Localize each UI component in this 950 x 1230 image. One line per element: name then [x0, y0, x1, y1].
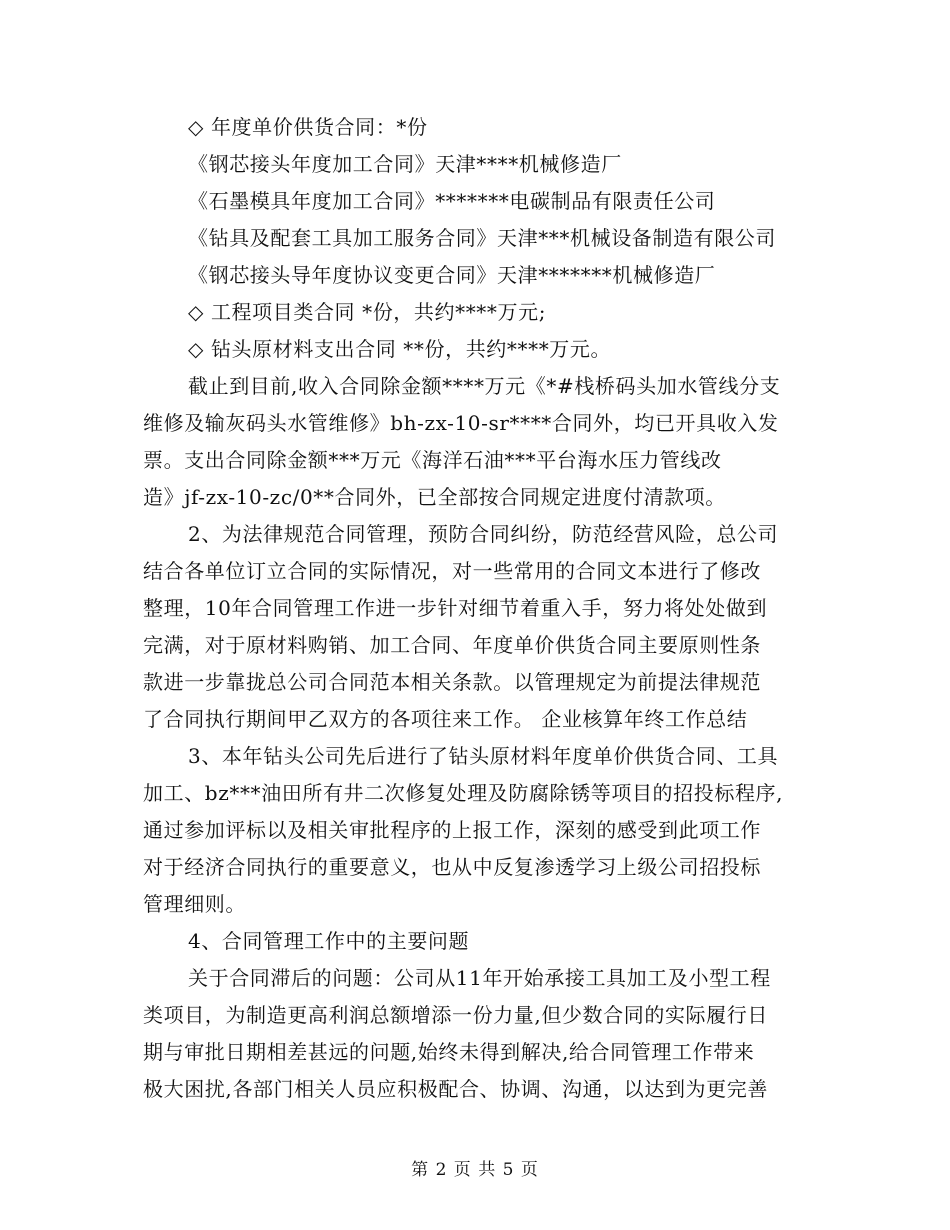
- text-line: ◇ 年度单价供货合同：*份: [188, 115, 428, 139]
- text-line: 类项目，为制造更高利润总额增添一份力量,但少数合同的实际履行日: [143, 1003, 768, 1027]
- text-line: 了合同执行期间甲乙双方的各项往来工作。 企业核算年终工作总结: [143, 707, 748, 731]
- text-line: 造》jf-zx-10-zc/0**合同外，已全部按合同规定进度付清款项。: [143, 485, 726, 509]
- text-line: 对于经济合同执行的重要意义，也从中反复渗透学习上级公司招投标: [143, 855, 761, 879]
- text-line: 极大困扰,各部门相关人员应积极配合、协调、沟通，以达到为更完善: [143, 1077, 768, 1101]
- text-line: ◇ 钻头原材料支出合同 **份，共约****万元。: [188, 337, 612, 361]
- page-number-footer: 第 2 页 共 5 页: [411, 1160, 539, 1180]
- text-line: 2、为法律规范合同管理，预防合同纠纷，防范经营风险，总公司: [188, 522, 779, 546]
- text-line: 管理细则。: [143, 892, 246, 916]
- text-line: 3、本年钻头公司先后进行了钻头原材料年度单价供货合同、工具: [188, 744, 779, 768]
- text-line: ◇ 工程项目类合同 *份，共约****万元;: [188, 300, 547, 324]
- text-line: 维修及输灰码头水管维修》bh-zx-10-sr****合同外，均已开具收入发: [143, 411, 779, 435]
- text-line: 《钢芯接头导年度协议变更合同》天津*******机械修造厂: [188, 263, 716, 287]
- text-line: 款进一步靠拢总公司合同范本相关条款。以管理规定为前提法律规范: [143, 670, 761, 694]
- text-line: 《石墨模具年度加工合同》*******电碳制品有限责任公司: [188, 189, 716, 213]
- text-line: 加工、bz***油田所有井二次修复处理及防腐除锈等项目的招投标程序,: [143, 781, 784, 805]
- text-line: 期与审批日期相差甚远的问题,始终未得到解决,给合同管理工作带来: [143, 1040, 755, 1064]
- section-heading: 4、合同管理工作中的主要问题: [188, 929, 470, 953]
- text-line: 《钻具及配套工具加工服务合同》天津***机械设备制造有限公司: [188, 226, 776, 250]
- text-line: 票。支出合同除金额***万元《海洋石油***平台海水压力管线改: [143, 448, 722, 472]
- text-line: 截止到目前,收入合同除金额****万元《*#栈桥码头加水管线分支: [188, 374, 781, 398]
- text-line: 整理，10年合同管理工作进一步针对细节着重入手，努力将处处做到: [143, 596, 768, 620]
- text-line: 通过参加评标以及相关审批程序的上报工作，深刻的感受到此项工作: [143, 818, 761, 842]
- text-line: 完满，对于原材料购销、加工合同、年度单价供货合同主要原则性条: [143, 633, 761, 657]
- text-line: 结合各单位订立合同的实际情况，对一些常用的合同文本进行了修改: [143, 559, 761, 583]
- text-line: 《钢芯接头年度加工合同》天津****机械修造厂: [188, 152, 622, 176]
- text-line: 关于合同滞后的问题：公司从11年开始承接工具加工及小型工程: [188, 966, 771, 990]
